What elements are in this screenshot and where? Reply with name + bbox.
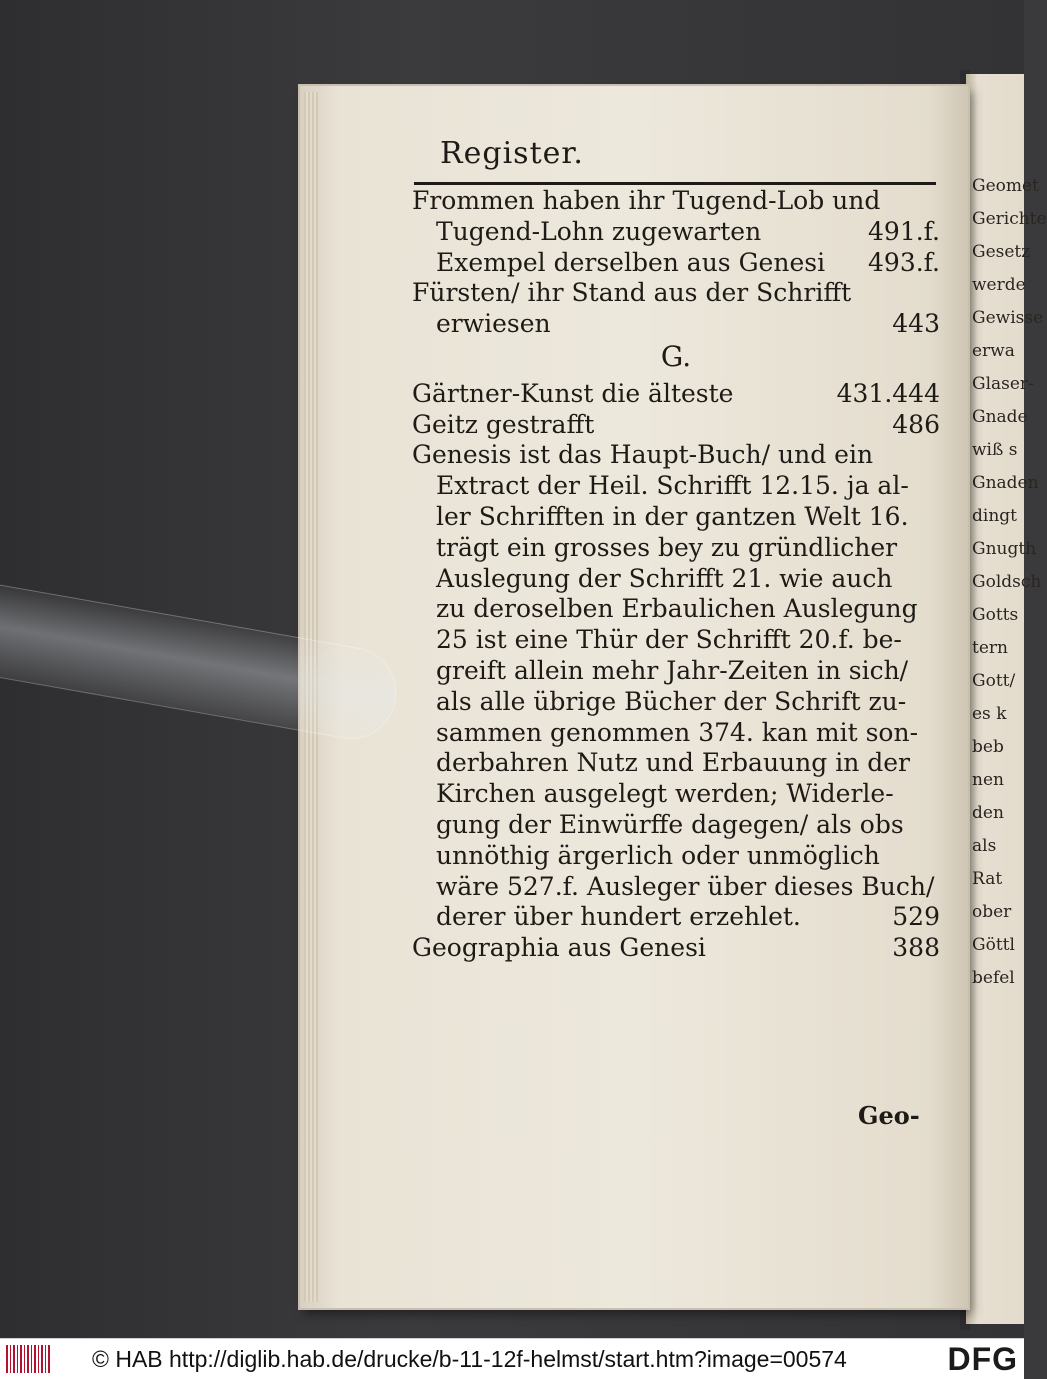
head-rule: [414, 182, 936, 185]
entry-text: Exempel derselben aus Genesi: [436, 247, 826, 277]
entry-page-ref: [928, 810, 940, 841]
entries-f: [412, 186, 940, 340]
entry-page-ref: [934, 872, 946, 903]
catchword: Geo-: [858, 1101, 920, 1130]
facing-page-fragment: werde: [972, 275, 1026, 295]
footer-bar: [0, 1338, 1024, 1379]
facing-page-fragment: nen: [972, 770, 1004, 790]
entry-text: Kirchen ausgelegt werden; Widerle-: [436, 779, 894, 809]
register-entry: [412, 841, 940, 872]
facing-page-fragment: erwa: [972, 341, 1015, 361]
entry-page-ref: [928, 748, 940, 779]
entry-page-ref: [928, 564, 940, 595]
facing-page-fragment: Goldsch: [972, 572, 1042, 592]
register-entry: [412, 248, 940, 279]
entry-text: Extract der Heil. Schrifft 12.15. ja al-: [436, 471, 909, 501]
dfg-logo: DFG: [947, 1340, 1018, 1377]
entry-text: derbahren Nutz und Erbauung in der: [436, 748, 910, 778]
register-entry: [412, 379, 940, 410]
entry-text: Frommen haben ihr Tugend-Lob und: [412, 186, 881, 215]
facing-page-fragment: Gotts: [972, 605, 1019, 625]
facing-page-fragment: Rat: [972, 869, 1003, 889]
entry-page-ref: [928, 440, 940, 471]
entry-text: Geographia aus Genesi: [412, 933, 706, 963]
register-entry: [412, 502, 940, 533]
facing-page-fragment: befel: [972, 968, 1015, 988]
register-column: [412, 186, 940, 964]
entry-text: trägt ein grosses bey zu gründlicher: [436, 532, 898, 562]
entries-g: [412, 379, 940, 964]
facing-page-fragment: Gott/: [972, 671, 1016, 691]
section-letter: G.: [660, 339, 692, 373]
register-entry: [412, 687, 940, 718]
entry-text: derer über hundert erzehlet.: [436, 902, 801, 932]
facing-page-fragment: dingt: [972, 506, 1017, 526]
entry-page-ref: 443: [892, 309, 940, 339]
entry-page-ref: [928, 656, 940, 687]
facing-page-fragment: den: [972, 803, 1004, 823]
facing-page-fragment: wiß s: [972, 440, 1018, 460]
entry-text: unnöthig ärgerlich oder unmöglich: [436, 840, 880, 870]
register-entry: [412, 533, 940, 564]
entry-page-ref: 388: [892, 933, 940, 963]
entry-text: Auslegung der Schrifft 21. wie auch: [436, 563, 893, 593]
hab-logo-icon: [6, 1345, 52, 1373]
entry-text: Gärtner-Kunst die älteste: [412, 378, 734, 408]
register-entry: [412, 872, 940, 903]
facing-page-fragment: beb: [972, 737, 1004, 757]
entry-page-ref: 491.f.: [868, 216, 940, 246]
facing-page-fragment: es k: [972, 704, 1007, 724]
register-entry: [412, 718, 940, 749]
register-entry: [412, 564, 940, 595]
running-head: Register.: [440, 136, 584, 171]
register-entry: [412, 471, 940, 502]
entry-text: als alle übrige Bücher der Schrift zu-: [436, 686, 907, 716]
entry-text: Tugend-Lohn zugewarten: [436, 216, 762, 246]
entry-text: greift allein mehr Jahr-Zeiten in sich/: [436, 655, 909, 685]
entry-text: 25 ist eine Thür der Schrifft 20.f. be-: [436, 625, 902, 655]
register-entry: [412, 656, 940, 687]
entry-page-ref: 529: [892, 902, 940, 932]
facing-page-fragment: Glaser-: [972, 374, 1034, 394]
facing-page-fragment: ober: [972, 902, 1012, 922]
facing-page-fragment: Gnade: [972, 407, 1028, 427]
entry-text: gung der Einwürffe dagegen/ als obs: [436, 809, 904, 839]
register-entry: [412, 278, 940, 309]
register-entry: [412, 309, 940, 340]
entry-page-ref: [928, 502, 940, 533]
facing-page-fragments: [972, 170, 1047, 995]
entry-text: Genesis ist das Haupt-Buch/ und ein: [412, 440, 874, 470]
facing-page-fragment: Gerichte: [972, 209, 1047, 229]
entry-text: Geitz gestrafft: [412, 409, 595, 439]
facing-page-fragment: Göttl: [972, 935, 1015, 955]
register-entry: [412, 217, 940, 248]
entry-text: erwiesen: [436, 309, 551, 339]
entry-page-ref: [928, 594, 940, 625]
facing-page-fragment: als: [972, 836, 997, 856]
facing-page-fragment: tern: [972, 638, 1008, 658]
entry-page-ref: [928, 687, 940, 718]
entry-page-ref: 486: [892, 409, 940, 439]
register-entry: [412, 186, 940, 217]
register-entry: [412, 902, 940, 933]
entry-text: wäre 527.f. Ausleger über dieses Buch/: [436, 871, 935, 901]
entry-page-ref: [928, 533, 940, 564]
register-entry: [412, 748, 940, 779]
entry-page-ref: [928, 625, 940, 656]
facing-page-fragment: Gnaden: [972, 473, 1039, 493]
entry-page-ref: 493.f.: [868, 247, 940, 277]
facing-page-fragment: Gesetz: [972, 242, 1031, 262]
register-entry: [412, 810, 940, 841]
facing-page-fragment: Gnugth: [972, 539, 1037, 559]
register-entry: [412, 410, 940, 441]
entry-page-ref: 431.444: [836, 378, 940, 408]
register-entry: [412, 440, 940, 471]
entry-page-ref: [928, 718, 940, 749]
facing-page-fragment: Geomet: [972, 176, 1039, 196]
entry-page-ref: [928, 278, 940, 309]
entry-page-ref: [928, 779, 940, 810]
entry-text: Fürsten/ ihr Stand aus der Schrifft: [412, 278, 852, 308]
register-entry: [412, 779, 940, 810]
entry-page-ref: [928, 841, 940, 872]
entry-text: zu deroselben Erbaulichen Auslegung: [436, 594, 918, 624]
footer-credit: © HAB http://diglib.hab.de/drucke/b-11-12f-helmst/start.htm?image=00574: [92, 1345, 847, 1372]
entry-text: sammen genommen 374. kan mit son-: [436, 717, 919, 747]
register-entry: [412, 933, 940, 964]
entry-page-ref: [928, 186, 940, 217]
facing-page-fragment: Gewisse: [972, 308, 1044, 328]
entry-text: ler Schrifften in der gantzen Welt 16.: [436, 501, 909, 531]
register-entry: [412, 625, 940, 656]
register-entry: [412, 594, 940, 625]
entry-page-ref: [928, 471, 940, 502]
